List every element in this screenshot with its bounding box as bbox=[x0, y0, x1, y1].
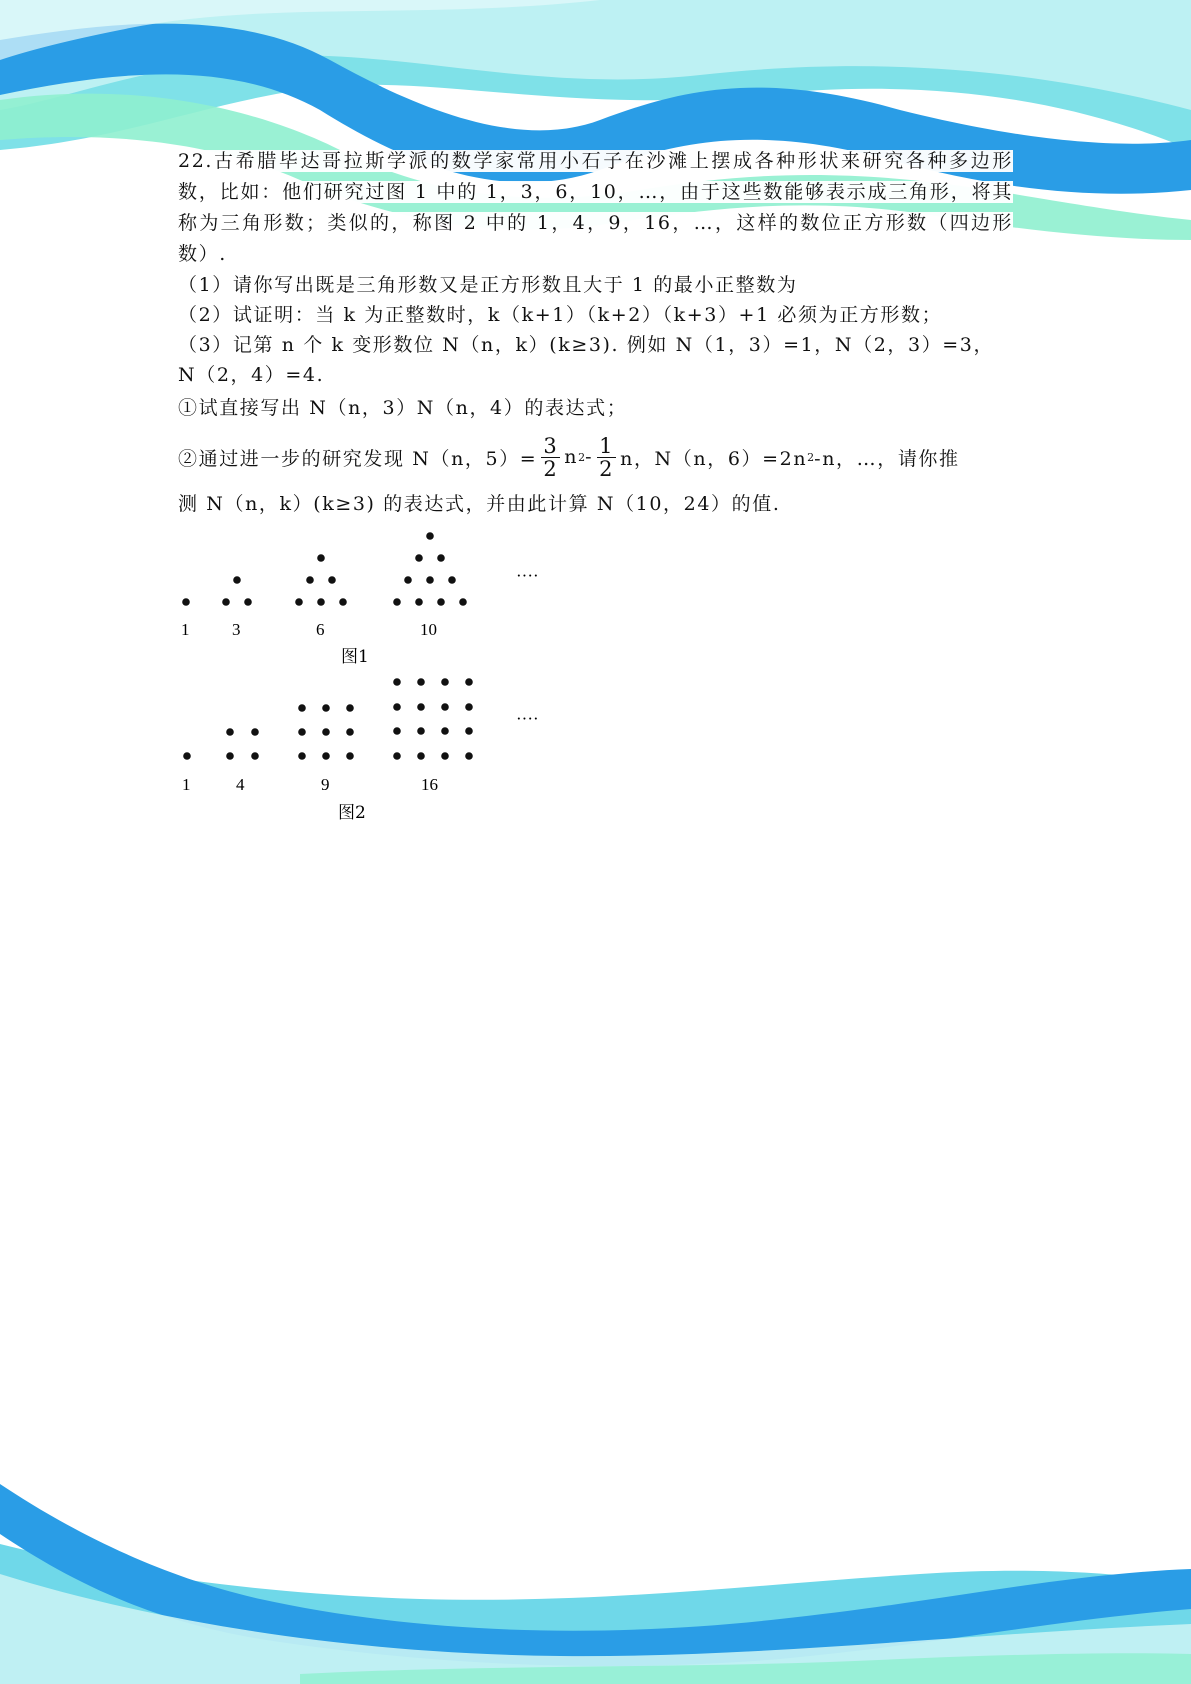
figure-2-ellipsis: ···· bbox=[516, 709, 539, 728]
minus-sign: - bbox=[585, 446, 594, 468]
part-1: （1）请你写出既是三角形数又是正方形数且大于 1 的最小正整数为 bbox=[178, 274, 798, 296]
triangle-3-dots bbox=[222, 576, 252, 606]
figure-2-square-numbers bbox=[178, 670, 558, 830]
sub-question-2-suffix-b: -n，…，请你推 bbox=[814, 447, 960, 470]
square-16-dots bbox=[393, 678, 473, 760]
figure-1-label-10: 10 bbox=[420, 620, 437, 639]
figure-2-caption: 图2 bbox=[338, 803, 366, 823]
subscript-2: 2 bbox=[807, 450, 815, 464]
sub-question-2-suffix-a: n，N（n，6）=2n bbox=[620, 447, 808, 470]
sub-question-2-prefix: ②通过进一步的研究发现 N（n，5）= bbox=[178, 447, 538, 470]
figure-1-ellipsis: ···· bbox=[516, 566, 539, 585]
variable-n: n bbox=[564, 446, 579, 468]
fraction-denominator: 2 bbox=[599, 456, 615, 481]
figure-1-label-6: 6 bbox=[316, 620, 325, 639]
figure-2-label-4: 4 bbox=[236, 775, 245, 794]
square-1-dots bbox=[183, 752, 191, 760]
figure-2-label-16: 16 bbox=[421, 775, 438, 794]
sub-question-2-line-2: 测 N（n，k）(k≥3) 的表达式，并由此计算 N（10，24）的值. bbox=[178, 493, 781, 515]
question-intro-text: 22.古希腊毕达哥拉斯学派的数学家常用小石子在沙滩上摆成各种形状来研究各种多边形数，比如：他们研究过图 1 中的 1，3，6，10，…，由于这些数能够表示成三角形，将其称为三角形数；类似的，称图 2 中的 1，4，9，16，…，这样的数位正方形数（四边形数）. bbox=[178, 150, 1013, 265]
triangle-10-dots bbox=[393, 532, 467, 606]
sub-question-1: ①试直接写出 N（n，3）N（n，4）的表达式； bbox=[178, 397, 628, 419]
figure-2-label-9: 9 bbox=[321, 775, 330, 794]
figure-1-caption: 图1 bbox=[341, 647, 369, 667]
question-intro bbox=[178, 146, 1013, 270]
part-2: （2）试证明：当 k 为正整数时，k（k+1）（k+2）（k+3）+1 必须为正方形数； bbox=[178, 304, 943, 326]
figure-1-label-1: 1 bbox=[181, 620, 190, 639]
square-4-dots bbox=[226, 728, 259, 760]
subscript-2: 2 bbox=[578, 450, 586, 464]
triangle-6-dots bbox=[295, 554, 347, 606]
fraction-numerator: 1 bbox=[599, 433, 615, 458]
sub-question-2-line-1 bbox=[178, 427, 1013, 487]
fraction-one-half bbox=[597, 435, 616, 480]
fraction-denominator: 2 bbox=[543, 456, 559, 481]
figure-2-label-1: 1 bbox=[182, 775, 191, 794]
fraction-three-halves bbox=[541, 435, 560, 480]
part-3-line-2: N（2，4）=4. bbox=[178, 364, 325, 386]
square-9-dots bbox=[298, 704, 354, 760]
fraction-numerator: 3 bbox=[543, 433, 559, 458]
part-3-line-1: （3）记第 n 个 k 变形数位 N（n，k）(k≥3). 例如 N（1，3）=1，N（2，3）=3， bbox=[178, 334, 995, 356]
triangle-1-dots bbox=[182, 598, 190, 606]
figure-1-label-3: 3 bbox=[232, 620, 241, 639]
question-block bbox=[178, 146, 1013, 519]
bottom-wave-decoration bbox=[0, 1424, 1191, 1684]
figure-1-triangular-numbers bbox=[178, 525, 558, 675]
